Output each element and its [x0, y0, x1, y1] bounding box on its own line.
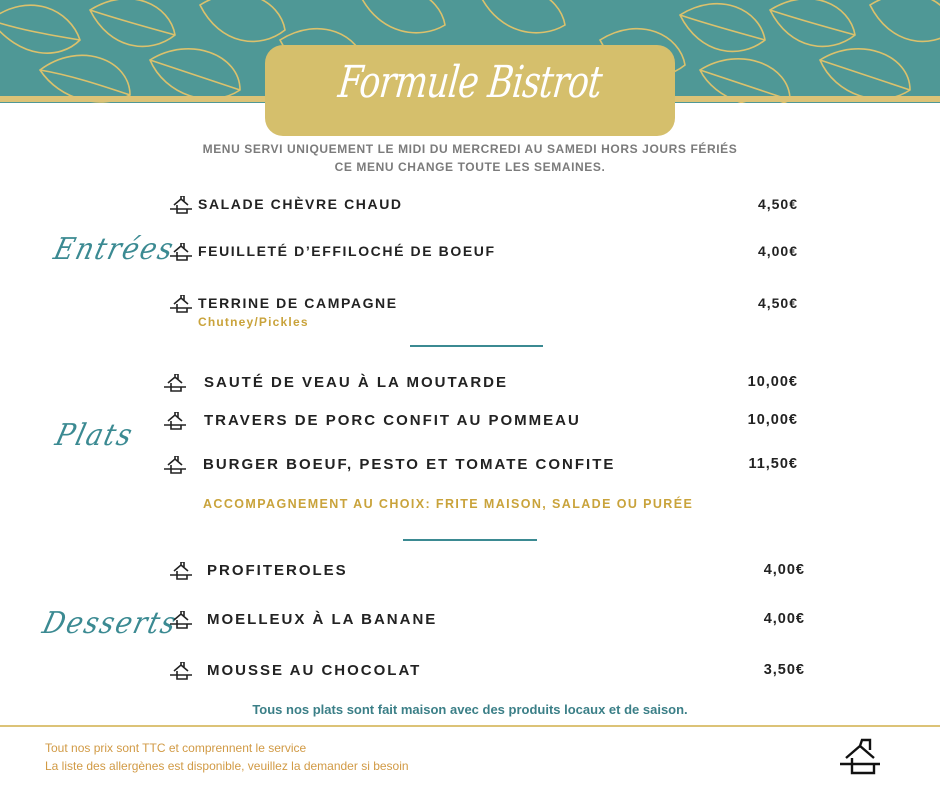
section-label-entrees: Entrées — [50, 232, 179, 267]
menu-item — [0, 456, 940, 486]
item-name: BURGER BOEUF, PESTO ET TOMATE CONFITE — [203, 456, 616, 473]
house-logo-icon — [838, 738, 882, 776]
menu-item — [0, 196, 940, 226]
house-logo-icon — [164, 456, 186, 474]
house-logo-icon — [170, 196, 192, 214]
homemade-note: Tous nos plats sont fait maison avec des produits locaux et de saison. — [252, 702, 688, 717]
section-label-desserts: Desserts — [39, 606, 182, 641]
house-logo-icon — [170, 562, 192, 580]
item-price: 11,50€ — [748, 456, 798, 472]
item-price: 10,00€ — [747, 412, 798, 428]
item-name: MOELLEUX À LA BANANE — [207, 611, 438, 628]
menu-item — [0, 243, 940, 273]
footer-line-1: Tout nos prix sont TTC et comprennent le service — [45, 741, 307, 755]
side-dish-note: ACCOMPAGNEMENT AU CHOIX: FRITE MAISON, SALADE OU PURÉE — [203, 497, 694, 511]
menu-item — [0, 295, 940, 335]
menu-item — [0, 662, 940, 692]
item-price: 4,50€ — [757, 295, 798, 311]
item-name: TERRINE DE CAMPAGNE — [198, 295, 398, 311]
menu-item — [0, 374, 940, 404]
house-logo-icon — [170, 611, 192, 629]
item-name: SALADE CHÈVRE CHAUD — [198, 196, 403, 212]
item-name: TRAVERS DE PORC CONFIT AU POMMEAU — [204, 412, 581, 429]
item-name: PROFITEROLES — [207, 562, 348, 579]
house-logo-icon — [170, 295, 192, 313]
item-price: 3,50€ — [763, 662, 805, 678]
item-name: MOUSSE AU CHOCOLAT — [207, 662, 422, 679]
footer-line-2: La liste des allergènes est disponible, veuillez la demander si besoin — [45, 759, 409, 773]
section-divider — [403, 539, 537, 541]
item-subtitle: Chutney/Pickles — [198, 315, 309, 329]
footer-gold-line — [0, 725, 940, 727]
intro-line-2: CE MENU CHANGE TOUTE LES SEMAINES. — [334, 160, 606, 174]
section-divider — [410, 345, 543, 347]
item-price: 4,50€ — [757, 196, 798, 212]
item-price: 4,00€ — [763, 611, 805, 627]
item-price: 4,00€ — [757, 243, 798, 259]
house-logo-icon — [164, 374, 186, 392]
house-logo-icon — [164, 412, 186, 430]
item-name: FEUILLETÉ D’EFFILOCHÉ DE BOEUF — [198, 243, 496, 259]
section-label-plats: Plats — [51, 418, 138, 453]
title-box — [265, 45, 675, 136]
menu-item — [0, 412, 940, 442]
item-price: 4,00€ — [763, 562, 805, 578]
item-price: 10,00€ — [747, 374, 798, 390]
house-logo-icon — [170, 662, 192, 680]
menu-item — [0, 611, 940, 641]
house-logo-icon — [170, 243, 192, 261]
intro-line-1: MENU SERVI UNIQUEMENT LE MIDI DU MERCREDI AU SAMEDI HORS JOURS FÉRIÉS — [202, 142, 738, 156]
item-name: SAUTÉ DE VEAU À LA MOUTARDE — [204, 374, 509, 391]
menu-title: Formule Bistrot — [335, 57, 605, 108]
menu-item — [0, 562, 940, 592]
